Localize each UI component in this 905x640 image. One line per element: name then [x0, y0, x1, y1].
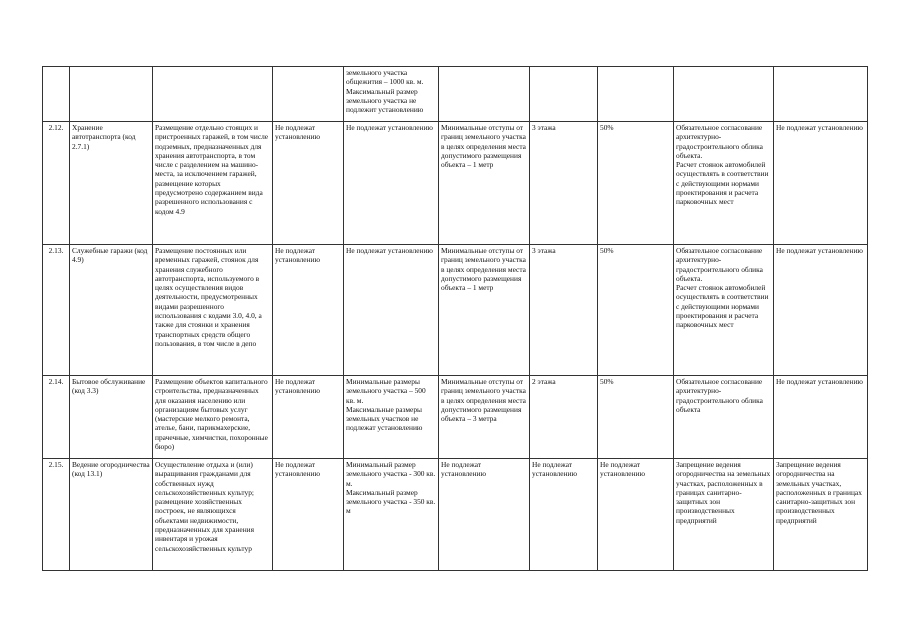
table-cell	[43, 67, 70, 122]
table-cell: Обязательное согласование архитектурно-градостроительного облика объекта	[674, 376, 774, 459]
land-use-name: Служебные гаражи (код 4.9)	[70, 245, 153, 376]
land-use-description: Размещение отдельно стоящих и пристроенных гаражей, в том числе подземных, предназначенных для хранения автотранспорта, в том числе с разделением на машино-места, за исключением гаражей, размещение которых предусмотрено содержанием вида разрешенного использования с кодом 4.9	[153, 122, 273, 245]
table-cell: 50%	[598, 376, 674, 459]
table-cell	[273, 67, 344, 122]
table-cell: Не подлежат установлению	[273, 122, 344, 245]
row-number: 2.15.	[43, 459, 70, 571]
table-cell: Не подлежат установлению	[530, 459, 598, 571]
table-cell	[598, 67, 674, 122]
table-cell	[530, 67, 598, 122]
land-use-name: Бытовое обслуживание (код 3.3)	[70, 376, 153, 459]
table-row	[43, 459, 868, 571]
table-cell: 50%	[598, 122, 674, 245]
table-row	[43, 376, 868, 459]
table-cell: Минимальные отступы от границ земельного участка в целях определения места допустимого размещения объекта – 1 метр	[439, 122, 530, 245]
table-cell: Не подлежат установлению	[344, 122, 439, 245]
table-cell: Обязательное согласование архитектурно-градостроительного облика объекта. Расчет стоянок автомобилей осуществлять в соответствии с действующими нормами проектирования и расчета парковочных мест	[674, 122, 774, 245]
table-cell: Минимальные отступы от границ земельного участка в целях определения места допустимого размещения объекта – 3 метра	[439, 376, 530, 459]
table-cell: Не подлежат установлению	[598, 459, 674, 571]
table-cell	[439, 67, 530, 122]
land-use-name: Ведение огородничества (код 13.1)	[70, 459, 153, 571]
table-cell: Не подлежат установлению	[774, 376, 868, 459]
table-row-continuation	[43, 67, 868, 122]
table-cell: Не подлежат установлению	[774, 245, 868, 376]
land-use-description: Осуществление отдыха и (или) выращивания гражданами для собственных нужд сельскохозяйственных культур; размещение хозяйственных построек, не являющихся объектами недвижимости, предназначенных для хранения инвентаря и урожая сельскохозяйственных культур	[153, 459, 273, 571]
land-use-description: Размещение объектов капитального строительства, предназначенных для оказания населению или организациям бытовых услуг (мастерские мелкого ремонта, ателье, бани, парикмахерские, прачечные, химчистки, похоронные бюро)	[153, 376, 273, 459]
land-use-description: Размещение постоянных или временных гаражей, стоянок для хранения служебного автотранспорта, используемого в целях осуществления видов деятельности, предусмотренных видами разрешенного использования с кодами 3.0, 4.0, а также для стоянки и хранения транспортных средств общего пользования, в том числе в депо	[153, 245, 273, 376]
land-use-name: Хранение автотранспорта (код 2.7.1)	[70, 122, 153, 245]
table-cell: Не подлежат установлению	[774, 122, 868, 245]
table-cell: Не подлежат установлению	[273, 376, 344, 459]
table-cell: Не подлежат установлению	[439, 459, 530, 571]
table-cell	[674, 67, 774, 122]
table-cell: Запрещение ведения огородничества на земельных участках, расположенных в границах санитарно-защитных зон производственных предприятий	[674, 459, 774, 571]
table-cell: 2 этажа	[530, 376, 598, 459]
table-cell	[153, 67, 273, 122]
table-row	[43, 245, 868, 376]
table-cell: Обязательное согласование архитектурно-градостроительного облика объекта. Расчет стоянок автомобилей осуществлять в соответствии с действующими нормами проектирования и расчета парковочных мест	[674, 245, 774, 376]
table-row	[43, 122, 868, 245]
table-cell	[774, 67, 868, 122]
table-cell: 3 этажа	[530, 122, 598, 245]
land-use-regulations-table	[42, 66, 868, 571]
table-cell: земельного участка общежития – 1000 кв. м. Максимальный размер земельного участка не подлежит установлению	[344, 67, 439, 122]
row-number: 2.12.	[43, 122, 70, 245]
table-cell: 50%	[598, 245, 674, 376]
table-cell: Запрещение ведения огородничества на земельных участках, расположенных в границах санитарно-защитных зон производственных предприятий	[774, 459, 868, 571]
table-cell: Минимальные отступы от границ земельного участка в целях определения места допустимого размещения объекта – 1 метр	[439, 245, 530, 376]
table-cell: Минимальные размеры земельного участка – 500 кв. м. Максимальные размеры земельных участков не подлежат установлению	[344, 376, 439, 459]
table-cell	[70, 67, 153, 122]
table-cell: Не подлежат установлению	[344, 245, 439, 376]
table-cell: Не подлежат установлению	[273, 459, 344, 571]
table-cell: Минимальный размер земельного участка - 300 кв. м. Максимальный размер земельного участка - 350 кв. м	[344, 459, 439, 571]
table-cell: Не подлежат установлению	[273, 245, 344, 376]
table-cell: 3 этажа	[530, 245, 598, 376]
row-number: 2.14.	[43, 376, 70, 459]
row-number: 2.13.	[43, 245, 70, 376]
